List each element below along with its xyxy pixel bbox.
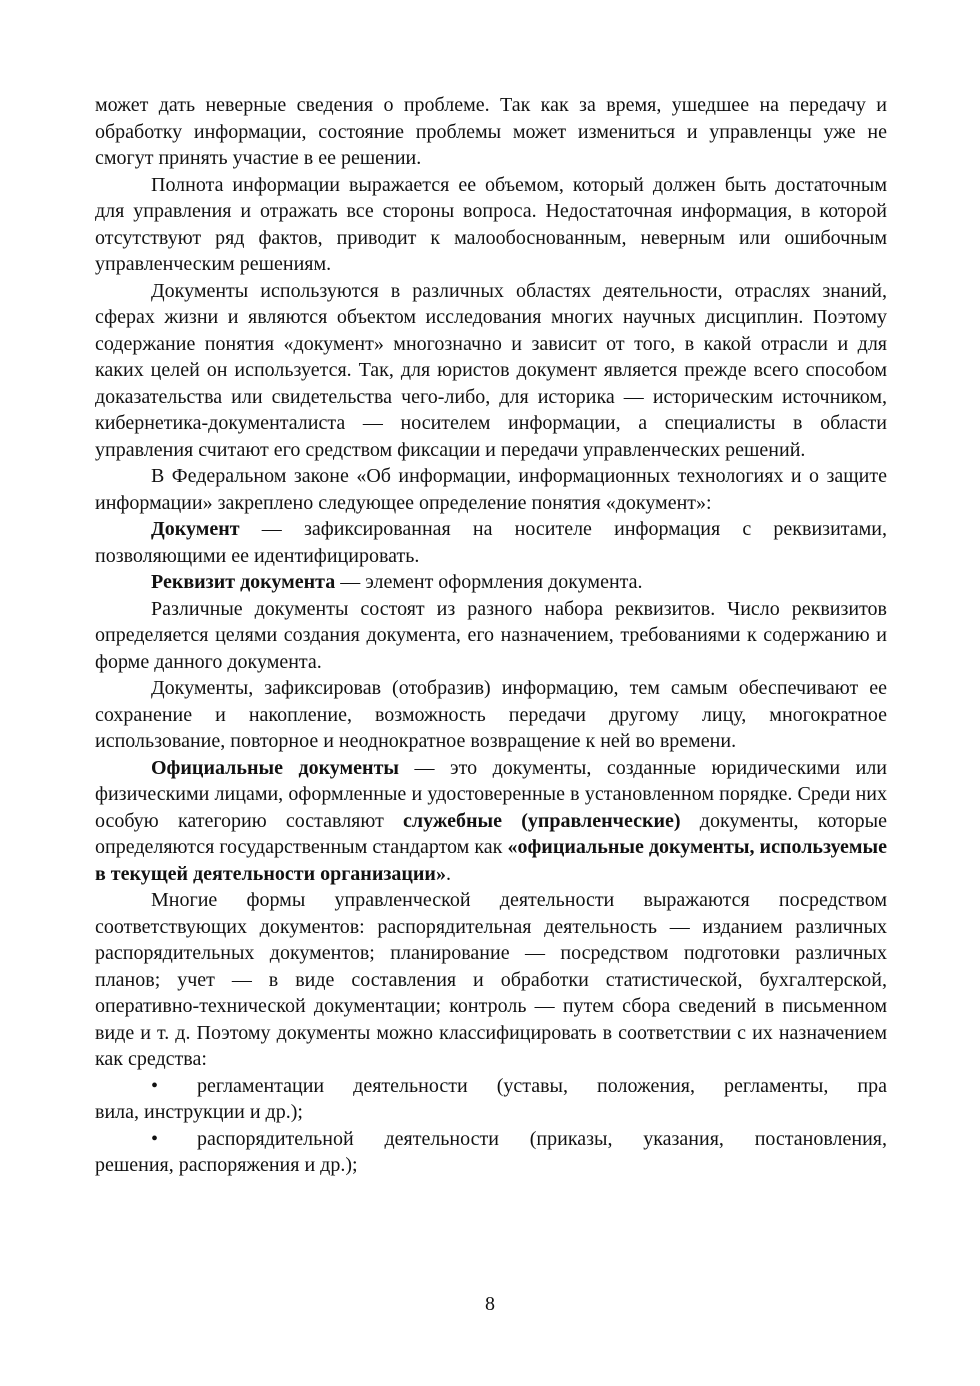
bullet-icon: •	[151, 1074, 159, 1097]
bullet-text: распорядительной деятельности (приказы, указания, постановления,	[197, 1127, 887, 1150]
bullet-continuation: решения, распоряжения и др.);	[95, 1154, 358, 1176]
paragraph-7: Различные документы состоят из разного набора реквизитов. Число реквизитов определяется целями создания документа, его назначением, требованиями к содержанию и форме данного документа.	[95, 597, 887, 673]
official-documents-text: — это документы, созданные юридическими или физическими лицами, оформленные и удостоверенные в установленном порядке. Среди них особую категорию составляют	[95, 756, 887, 832]
official-documents-end: .	[445, 862, 451, 885]
bullet-item	[95, 1073, 887, 1126]
bullet-icon: •	[151, 1127, 159, 1150]
paragraph-4: В Федеральном законе «Об информации, информационных технологиях и о защите информации» закреплено следующее определение понятия «документ»:	[95, 465, 887, 514]
official-documents-text-2: документы, которые определяются государственным стандартом как	[95, 809, 887, 858]
definition-requisite	[95, 569, 887, 596]
page-number: 8	[485, 1293, 495, 1315]
paragraph-2: Полнота информации выражается ее объемом, который должен быть достаточным для управления и отражать все стороны вопроса. Недостаточная информация, в которой отсутствуют ряд фактов, приводит к малообоснованным, неверным или ошибочным управленческим решениям.	[95, 173, 887, 275]
term-service-documents: служебные (управленческие)	[403, 809, 681, 832]
paragraph-3: Документы используются в различных областях деятельности, отраслях знаний, сферах жизни и являются объектом исследования многих научных дисциплин. Поэтому содержание понятия «документ» многозначно и зависит от того, в какой отрасли и для каких целей он используется. Так, для юристов документ является прежде всего способом доказательства или свидетельства чего-либо, для историка — историческим источником, кибернетика-документалиста — носителем информации, а специалисты в области управления считают его средством фиксации и передачи управленческих решений.	[95, 279, 887, 461]
paragraph-8: Документы, зафиксировав (отобразив) информацию, тем самым обеспечивают ее сохранение и накопление, возможность передачи другому лицу, многократное использование, повторное и неоднократное возвращение к ней во времени.	[95, 677, 887, 752]
term-requisite: Реквизит документа	[151, 571, 336, 593]
term-standard-definition: «официальные документы, используемые в текущей деятельности организации»	[95, 836, 887, 885]
definition-document	[95, 516, 887, 569]
definition-requisite-text: — элемент оформления документа.	[335, 571, 643, 593]
term-document: Документ	[151, 518, 240, 540]
paragraph-10: Многие формы управленческой деятельности выражаются посредством соответствующих документов: распорядительная деятельность — изданием различных распорядительных документов; планирование — посредством подготовки различных планов; учет — в виде составления и обработки статистической, бухгалтерской, оперативно-технической документации; контроль — путем сбора сведений в письменном виде и т. д. Поэтому документы можно классифицировать в соответствии с их назначением как средства:	[95, 889, 887, 1070]
bullet-text: регламентации деятельности (уставы, положения, регламенты, пра	[197, 1074, 887, 1097]
term-official-documents: Официальные документы	[151, 756, 400, 779]
definition-document-text: — зафиксированная на носителе информация с реквизитами, позволяющими ее идентифицировать.	[95, 518, 887, 567]
bullet-item	[95, 1126, 887, 1179]
bullet-continuation: вила, инструкции и др.);	[95, 1101, 303, 1123]
paragraph-official-documents	[95, 755, 887, 888]
document-page	[95, 92, 887, 1179]
paragraph-1: может дать неверные сведения о проблеме. Так как за время, ушедшее на передачу и обработку информации, состояние проблемы может измениться и управленцы уже не смогут принять участие в ее решении.	[95, 94, 887, 169]
